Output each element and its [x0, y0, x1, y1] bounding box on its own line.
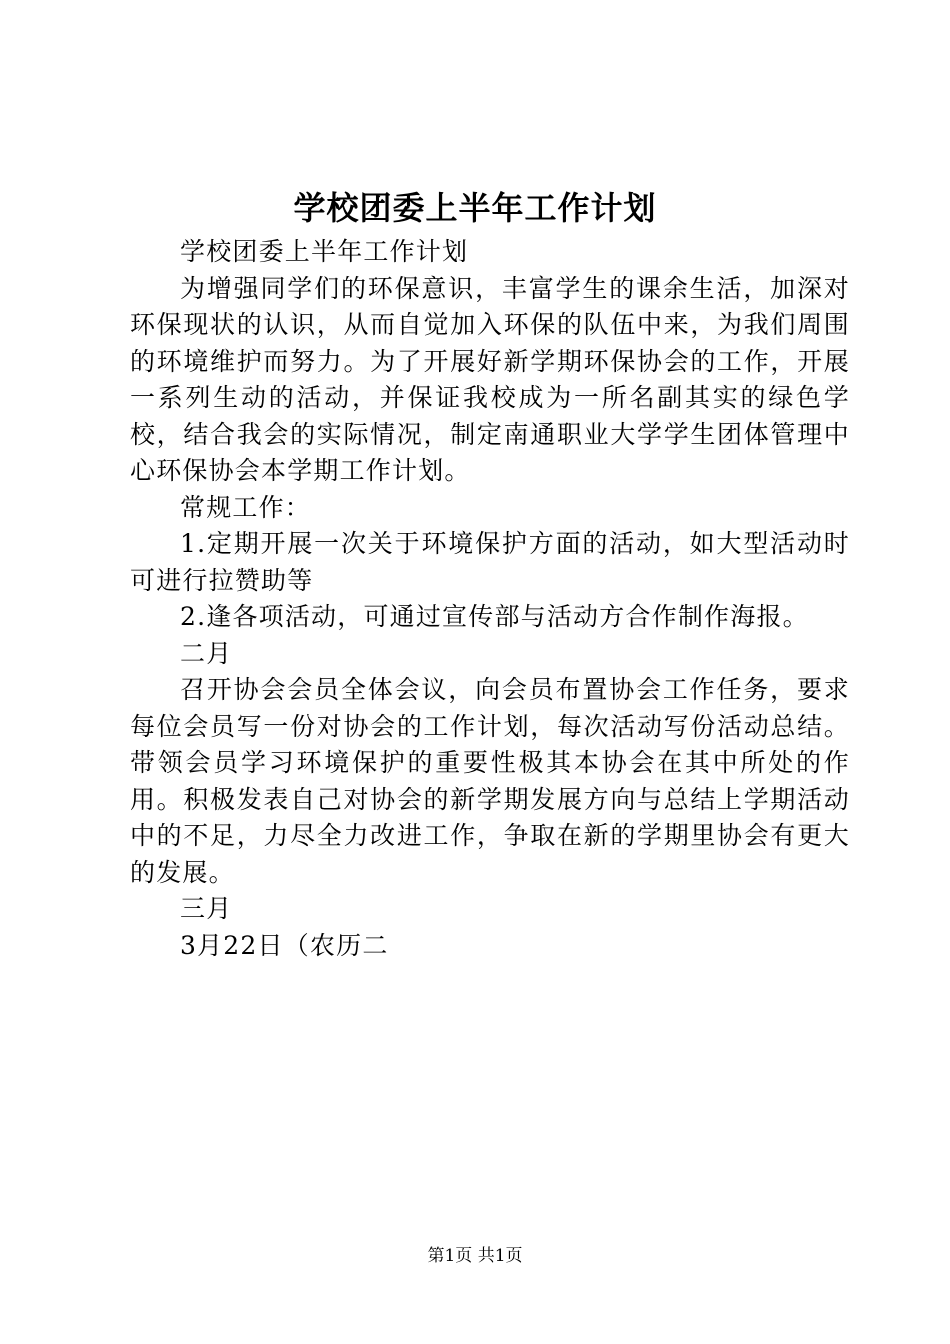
paragraph-intro: 为增强同学们的环保意识，丰富学生的课余生活，加深对环保现状的认识，从而自觉加入环保的队伍中来，为我们周围的环境维护而努力。为了开展好新学期环保协会的工作，开展一系列生动的活动，并保证我校成为一所名副其实的绿色学校，结合我会的实际情况，制定南通职业大学学生团体管理中心环保协会本学期工作计划。 — [130, 273, 850, 485]
paragraph-routine-item-1: 1.定期开展一次关于环境保护方面的活动，如大型活动时可进行拉赞助等 — [130, 529, 850, 595]
paragraph-february-content: 召开协会会员全体会议，向会员布置协会工作任务，要求每位会员写一份对协会的工作计划，每次活动写份活动总结。带领会员学习环境保护的重要性极其本协会在其中所处的作用。积极发表自己对协会的新学期发展方向与总结上学期活动中的不足，力尽全力改进工作，争取在新的学期里协会有更大的发展。 — [130, 675, 850, 887]
paragraph-subtitle: 学校团委上半年工作计划 — [180, 237, 469, 266]
document-title: 学校团委上半年工作计划 — [293, 189, 657, 227]
page-number-footer: 第1页 共1页 — [427, 1246, 523, 1266]
paragraph-routine-item-2: 2.逢各项活动，可通过宣传部与活动方合作制作海报。 — [180, 602, 809, 631]
document-body — [130, 234, 850, 964]
paragraph-march-content: 3月22日（农历二 — [180, 930, 389, 960]
paragraph-february-heading: 二月 — [180, 638, 233, 668]
paragraph-routine-heading: 常规工作： — [180, 492, 312, 522]
paragraph-march-heading: 三月 — [180, 894, 233, 923]
